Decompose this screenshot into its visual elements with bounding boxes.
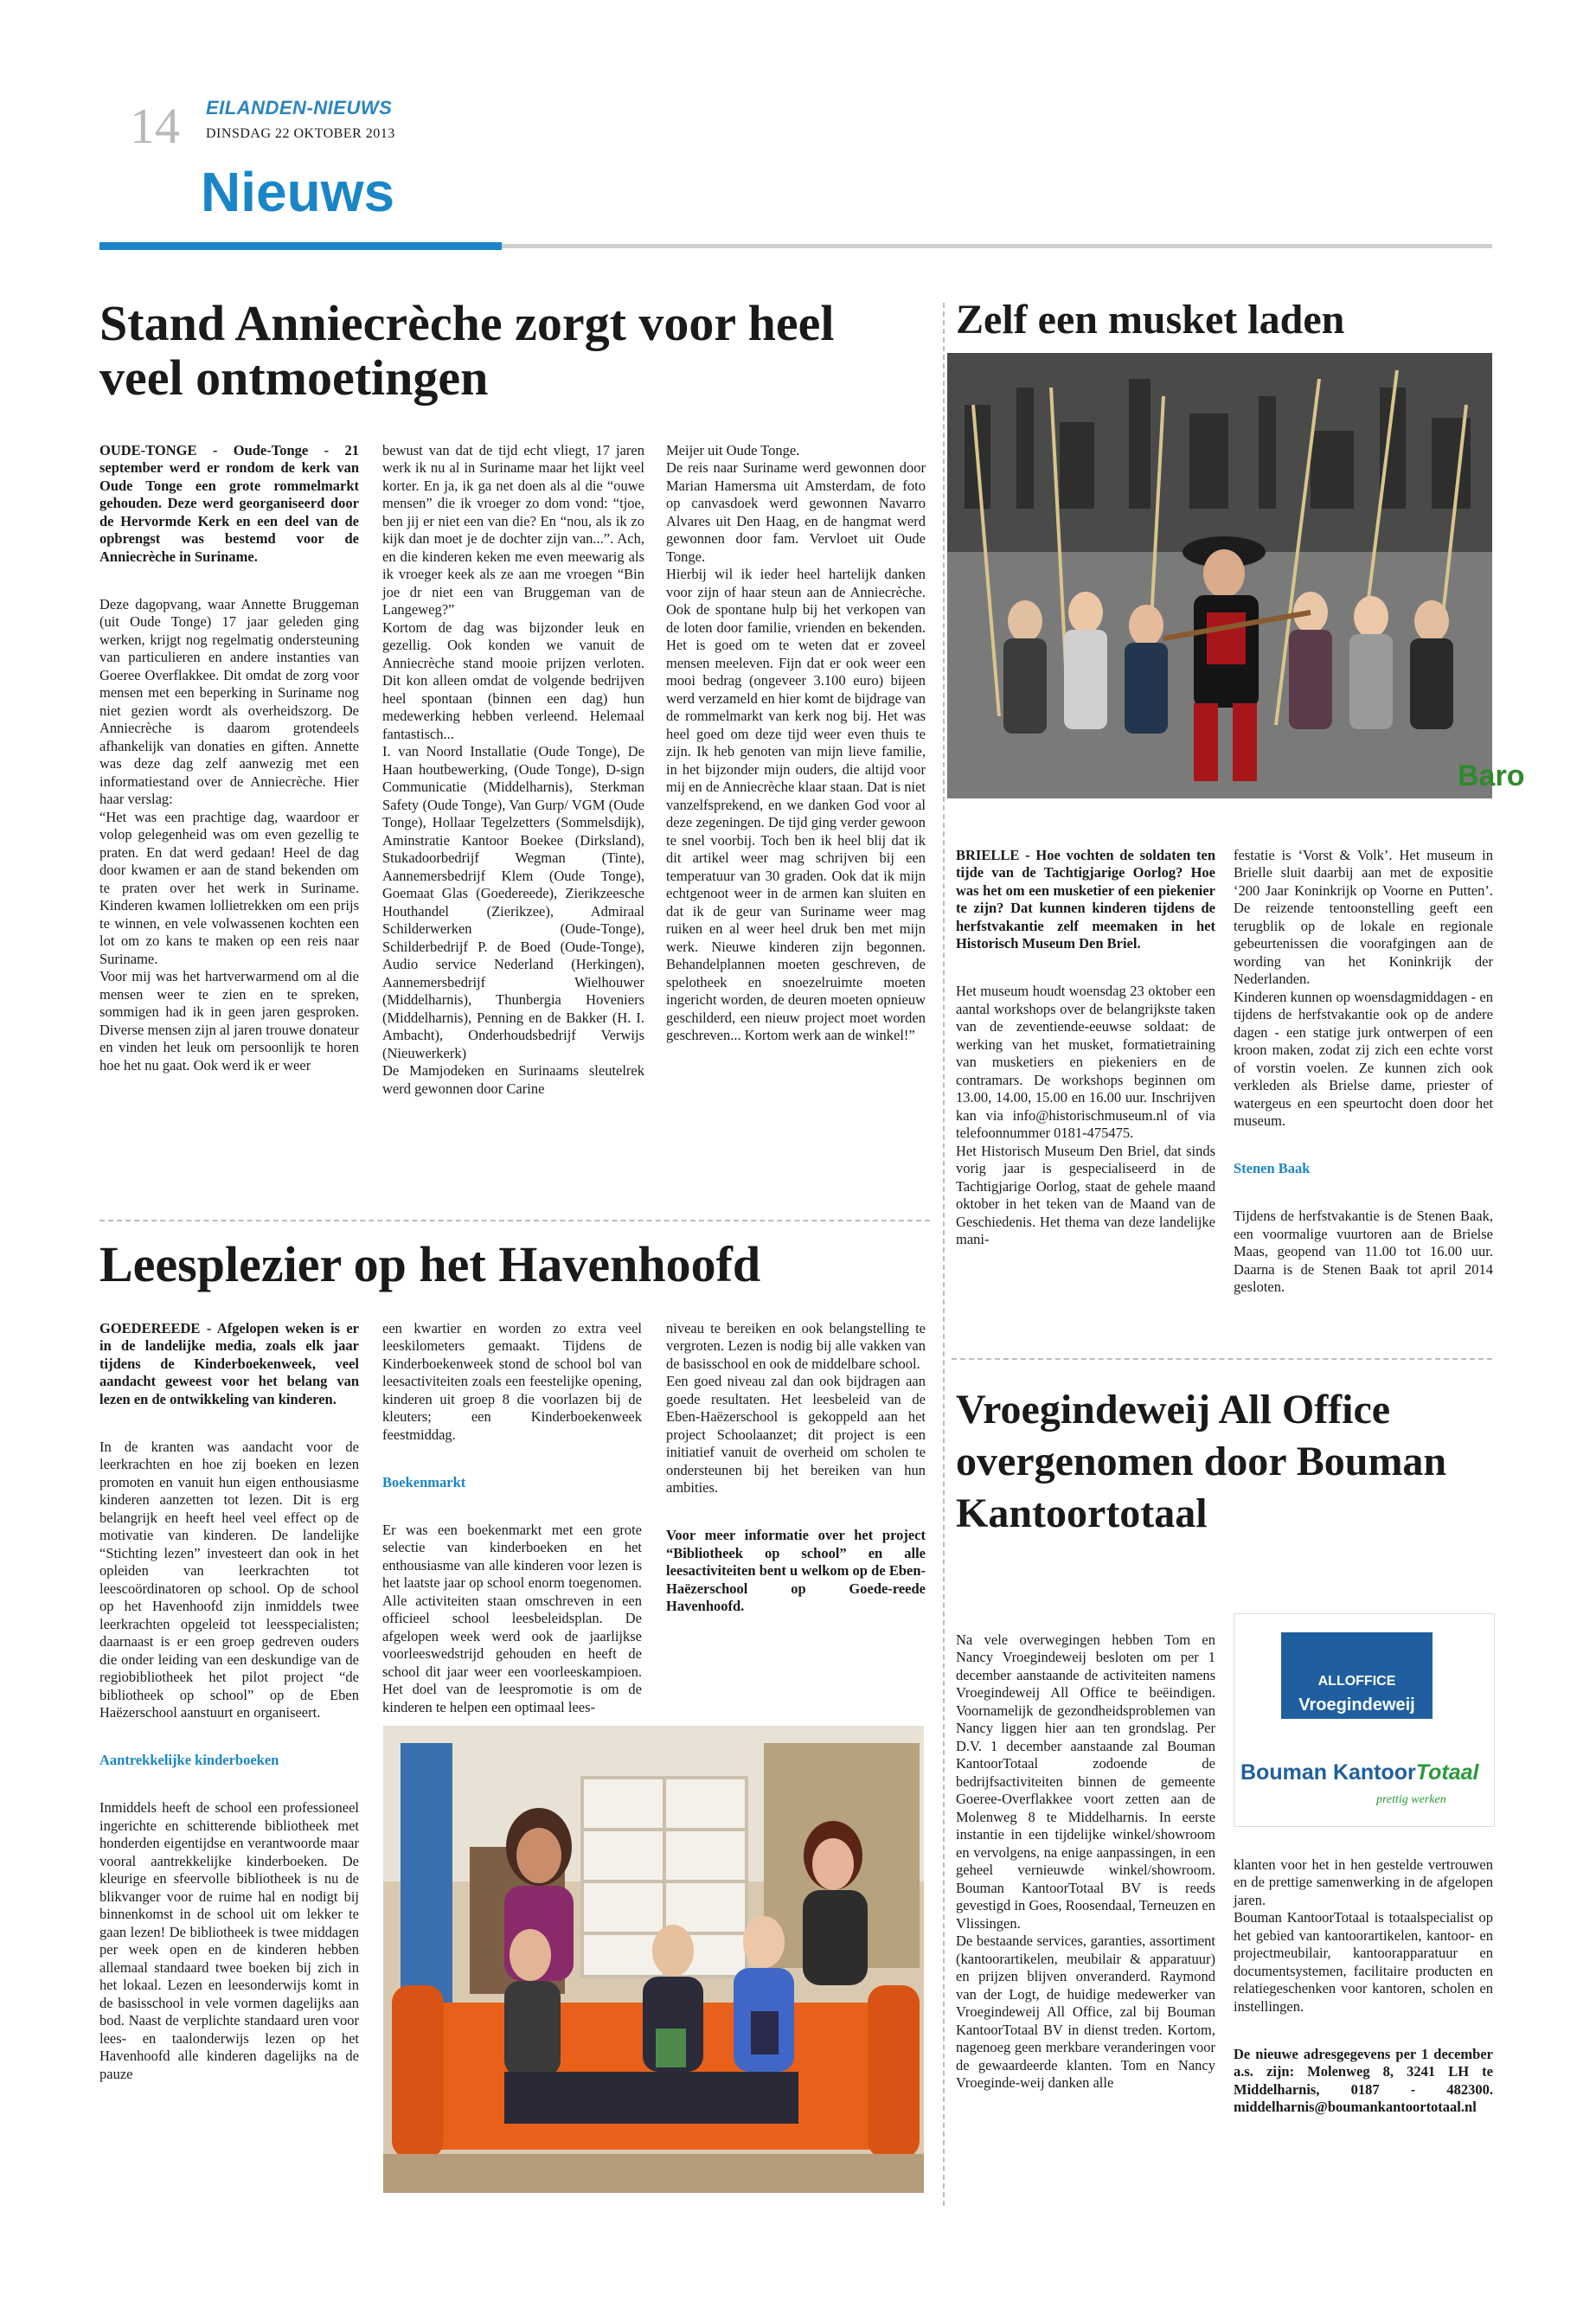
subheading: Boekenmarkt [382, 1473, 466, 1490]
photo-credit: Baro [1458, 760, 1525, 792]
article-alloffice-col1 [956, 1613, 1215, 2122]
body-text: klanten voor het in hen gestelde vertrouwen en de prettige samenwerking in de afgelopen jaren. Bouman KantoorTotaal is totaalspecialist op het gebied van kantoorartikelen, kantoor- en projectmeubilair, kantoorapparatuur en documentsystemen, facilitaire producten en relatiegeschenken voor kantoren, scholen en instellingen. [1234, 1856, 1493, 2015]
headline-musket: Zelf een musket laden [956, 297, 1345, 343]
article-anniecreche-col2 [382, 424, 644, 1128]
section-title: Nieuws [201, 161, 395, 223]
alloffice-logo [1234, 1613, 1493, 1830]
body-text: bewust van dat de tijd echt vliegt, 17 jaren werk ik nu al in Suriname maar het lijkt veel korter. En ja, ik ga net doen als al die “ouwe mensen” die ik vroeger zo dom vond: “tjoe, ben jij er niet een van die? En “nou, als ik zo kijk dan moet je de dochter zijn van...”. Ach, en die kinderen keken me even meewarig als ik vroeger keek als ze aan me vroegen “Bin joe dr niet een van Bruggeman van de Langeweg?” Kortom de dag was bijzonder leuk en gezellig. Ook konden we vanuit de Anniecrèche stand mooie prijzen verloten. Dit kon alleen omdat de volgende bedrijven heel spontaan (binnen een dag) hun medewerking hebben verleend. Helemaal fantastisch... I. van Noord Installatie (Oude Tonge), De Haan houtbewerking, (Oude Tonge), D-sign Communicatie (Middelharnis), Sterkman Safety (Oude Tonge), Van Gurp/ VGM (Oude Tonge), Hollaar Tegelzetters (Sommelsdijk), Aminstratie Kantoor Boekee (Dirksland), Stukadoorbedrijf Wegman (Tinte), Aannemersbedrijf Klem (Oude Tonge), Goemaat Glas (Goedereede), Zierikzeesche Houthandel (Zierikzee), Admiraal Schilderwerken (Oude-Tonge), Schilderbedrijf P. de Boed (Oude-Tonge), Audio service Nederland (Herkingen), Aannemersbedrijf Wielhouwer (Middelharnis), Thunbergia Hoveniers (Middelharnis), Penning en de Bakker (H. I. Ambacht), Onderhoudsbedrijf Verwijs (Nieuwerkerk) De Mamjodeken en Surinaams sleutelrek werd gewonnen door Carine [382, 441, 644, 1097]
body-text: Inmiddels heeft de school een professioneel ingerichte en schitterende bibliotheek met honderden eigentijdse en verantwoorde maar vooral aantrekkelijke kinderboeken. De kleurige en sfeervolle bibliotheek is nu de blikvanger voor de ruime hal en nodigt bij binnenkomst in de school uit om lekker te gaan lezen! De bibliotheek is twee middagen per week open en de kinderen hebben allemaal standaard twee boeken bij zich in het lokaal. Lezen en leesonderwijs komt in de basisschool in vele vormen dagelijks aan bod. Naast de verplichte standaard uren voor lees- en taalonderwijs lezen op het Havenhoofd alle kinderen dagelijks na de pauze [99, 1799, 359, 2082]
article-leesplezier [99, 1237, 930, 1292]
body-text: Het museum houdt woensdag 23 oktober een aantal workshops over de belangrijkste taken van de zeventiende-eeuwse soldaat: de werking van het musket, formatietraining van musketiers en piekeniers en de contramars. De workshops beginnen om 13.00, 14.00, 15.00 en 16.00 uur. Inschrijven kan via info@historischmuseum.nl of via telefoonnummer 0181-475475. Het Historisch Museum Den Briel, dat sinds vorig jaar is gespecialiseerd in de Tachtigjarige Oorlog, staat de gehele maand oktober in het teken van de Maand van de Geschiedenis. Het thema van deze landelijke mani- [956, 983, 1215, 1247]
body-text: Meijer uit Oude Tonge. De reis naar Suriname werd gewonnen door Marian Hamersma uit Amsterdam, de foto op canvasdoek werd gewonnen Navarro Alvares uit Den Haag, en de hangmat werd gewonnen door fam. Vervloet uit Oude Tonge. Hierbij wil ik ieder heel hartelijk danken voor zijn of haar steun aan de Anniecrèche. Ook de spontane hulp bij het verkopen van de loten door familie, vrienden en bekenden. Het is goed om te weten dat er zoveel mensen meeleven. Fijn dat er ook weer een mooi bedrag (ongeveer 3.100 euro) bijeen werd verzameld en hier komt de bijdrage van de rommelmarkt van kerk nog bij. Het was heel goed om deze tijd weer even thuis te zijn. Ik heb genoten van mijn lieve familie, in het bijzonder mijn ouders, die altijd voor mij en de Anniecrèche klaar staan. Dat is niet vanzelfsprekend, en we danken God voor al deze zegeningen. De tijd ging verder gewoon te snel voorbij. Toch ben ik heel blij dat ik dit artikel weer mag schrijven bij een temperatuur van 30 graden. Ook dat ik mijn echtgenoot weer in de armen kan sluiten en dat ik de geur van Suriname weer mag ruiken en al weer heel druk ben met mijn werk. Nieuwe kinderen zijn begonnen. Behandelplannen moeten geschreven, de spelotheek en snoezelruimte moeten ingericht worden, de deuren moeten opnieuw geschilderd, een nieuw project moet worden geschreven... Kortom werk aan de winkel!” [666, 441, 926, 1043]
body-text: Er was een boekenmarkt met een grote selectie van kinderboeken en het enthousiasme van alle kinderen voor lezen is het laatste jaar op school enorm toegenomen. Alle activiteiten staan omschreven in een officieel school leesbeleidsplan. De afgelopen week werd ook de jaarlijkse voorleeswedstrijd gehouden en heeft de school dit jaar weer een voorleeskampioen. Het doel van de leespromotie is om de kinderen te helpen een optimaal lees- [382, 1521, 642, 1715]
article-musket [956, 296, 1492, 344]
headline-line-2: veel ontmoetingen [99, 349, 489, 406]
body-text: een kwartier en worden zo extra veel leeskilometers gemaakt. Tijdens de Kinderboekenweek stond de school bol van leesactiviteiten zoals een feestelijke opening, kinderen uit groep 8 die voorlazen bij de kleuters; een Kinderboekenweek feestmiddag. [382, 1319, 642, 1443]
info-paragraph: Voor meer informatie over het project “Bibliotheek op school” en alle leesactiviteiten bent u welkom op de Eben-Haëzerschool op Goede-reede Havenhoofd. [666, 1527, 926, 1614]
newspaper-name: EILANDEN-NIEUWS [206, 97, 393, 119]
body-text: In de kranten was aandacht voor de leerkrachten en hoe zij boeken en lezen promoten en vanuit hun eigen enthousiasme kinderen aanzetten tot lezen. Dit is erg belangrijk en heeft heel veel effect op de motivatie van kinderen. De landelijke “Stichting lezen” investeert dan ook in het opleiden van leerkrachten tot leescoördinatoren op school. Op de school op het Havenhoofd zijn inmiddels twee leerkrachten opgeleid tot leesspecialisten; daarnaast is er een groep gedreven ouders die onder leiding van een deskundige van de regiobibliotheek het pilot project “de bibliotheek op school” op de Eben Haëzerschool aanstuurt en organiseert. [99, 1438, 359, 1721]
lead-paragraph: BRIELLE - Hoe vochten de soldaten ten tijde van de Tachtigjarige Oorlog? Hoe was het om een musketier of een piekenier te zijn? Dat kunnen kinderen tijdens de herfstvakantie zelf meemaken in het Historisch Museum Den Briel. [956, 846, 1215, 952]
headline-leesplezier: Leesplezier op het Havenhoofd [99, 1236, 761, 1292]
section-rule [502, 244, 1492, 248]
section-rule-accent [99, 242, 502, 250]
headline-alloffice: Vroegindeweij All Office overgenomen door Bouman Kantoortotaal [956, 1387, 1447, 1536]
logo-tagline: prettig werken [1376, 1793, 1446, 1806]
body-text: Tijdens de herfstvakantie is de Stenen Baak, een voormalige vuurtoren aan de Brielse Maas, geopend van 11.00 tot 16.00 uur. Daarna is de Stenen Baak tot april 2014 gesloten. [1234, 1208, 1493, 1295]
body-text: Na vele overwegingen hebben Tom en Nancy Vroegindeweij besloten om per 1 december aanstaande de activiteiten namens Vroegindeweij All Office te beëindigen. Voornamelijk de gezondheidsproblemen van Nancy liggen hier aan ten grondslag. Per D.V. 1 december aanstaande zal Bouman KantoorTotaal zodoende de bedrijfsactiviteiten binnen de gemeente Goeree-Overflakkee voort zetten aan de Molenweg 8 te Middelharnis. In eerste instantie in een tijdelijke winkel/showroom en vervolgens, na enige aanpassingen, in een geheel vernieuwde winkel/showroom. Bouman KantoorTotaal BV is reeds gevestigd in Goes, Roosendaal, Terneuzen en Vlissingen. De bestaande services, garanties, assortiment (kantoorartikelen, meubilair & apparatuur) en prijzen blijven onveranderd. Raymond van der Logt, de huidige medewerker van Vroegindeweij All Office, zal bij Bouman KantoorTotaal BV in dienst treden. Kortom, nagenoeg geen merkbare veranderingen voor de gewaardeerde klanten. Tom en Nancy Vroeginde-weij danken alle [956, 1631, 1215, 2091]
article-musket-col1 [956, 829, 1215, 1279]
body-text: Deze dagopvang, waar Annette Bruggeman (uit Oude Tonge) 17 jaar geleden ging werken, krijgt nog regelmatig ondersteuning van particulieren en andere instanties van Goeree Overflakkee. Dit omdat de zorg voor mensen met een beperking in Suriname nog niet gezien wordt als overheidszorg. De Anniecrèche is daarom grotendeels afhankelijk van donaties en giften. Annette was deze dag zelf aanwezig met een informatiestand over de Anniecrèche. Hier haar verslag: “Het was een prachtige dag, waardoor er volop gelegenheid was om even gezellig te praten. En dat werd gedaan! Heel de dag door kwamen er aan de stand bekenden om te praten over het werk in Suriname. Kinderen kwamen lollietrekken om een prijs te winnen, en vele volwassenen kochten een lot om zo kans te maken op een reis naar Suriname. Voor mij was het hartverwarmend om al die mensen weer te zien en te spreken, sommigen had ik in geen jaren gesproken. Diverse mensen zijn al jaren trouwe donateur en vinden het leuk om persoonlijk te horen hoe het nu gaat. Ook werd ik er weer [99, 595, 359, 1074]
article-anniecreche-col1 [99, 424, 359, 1105]
column-divider [943, 303, 945, 2206]
body-text: niveau te bereiken en ook belangstelling te vergroten. Lezen is nodig bij alle vakken van de basisschool en ook de middelbare school. Een goed niveau zal dan ook bijdragen aan goede resultaten. Het leesbeleid van de Eben-Haëzerschool is gekoppeld aan het project Schoolaanzet; dit project is een initiatief vanuit de overheid om scholen te ondersteunen bij het bereiken van hun ambities. [666, 1319, 926, 1496]
headline-anniecreche [99, 296, 930, 405]
article-leesplezier-col3 [666, 1302, 926, 1645]
logo-totaal-text: Totaal [1415, 1760, 1479, 1785]
logo-alloffice-text: ALLOFFICE [1317, 1674, 1396, 1689]
subheading: Aantrekkelijke kinderboeken [99, 1752, 279, 1768]
subheading: Stenen Baak [1234, 1160, 1311, 1176]
logo-bouman-text: Bouman Kantoor [1240, 1760, 1416, 1785]
article-alloffice-col2 [1234, 1838, 1493, 2146]
photo-musketeer-children [947, 353, 1525, 798]
article-anniecreche [99, 296, 930, 405]
lead-paragraph: GOEDEREEDE - Afgelopen weken is er in de landelijke media, zoals elk jaar tijdens de Kinderboekenweek, veel aandacht geweest voor het belang van lezen en de ontwikkeling van kinderen. [99, 1319, 359, 1407]
article-musket-col2 [1234, 829, 1493, 1326]
article-leesplezier-col2 [382, 1302, 642, 1747]
article-anniecreche-col3 [666, 424, 926, 1074]
logo-vroegindeweij-text: Vroegindeweij [1298, 1695, 1415, 1715]
issue-date: DINSDAG 22 OKTOBER 2013 [206, 126, 395, 141]
article-separator [952, 1358, 1492, 1360]
article-separator [99, 1220, 930, 1221]
lead-paragraph: OUDE-TONGE - Oude-Tonge - 21 september werd er rondom de kerk van Oude Tonge een grote rommelmarkt gehouden. Deze werd georganiseerd door de Hervormde Kerk en een deel van de opbrengst was bestemd voor de Anniecrèche in Suriname. [99, 441, 359, 565]
article-leesplezier-col1 [99, 1302, 359, 2113]
article-alloffice [956, 1384, 1492, 1540]
photo-library-women [383, 1726, 924, 2193]
info-paragraph: De nieuwe adresgegevens per 1 december a.s. zijn: Molenweg 8, 3241 LH te Middelharnis, 0187 - 482300. middelharnis@boumankantoortotaal.nl [1234, 2045, 1493, 2115]
body-text: festatie is ‘Vorst & Volk’. Het museum in Brielle sluit daarbij aan met de expositie ‘200 Jaar Koninkrijk op Voorne en Putten’. De reizende tentoonstelling geeft een terugblik op de lokale en regionale gebeurtenissen die voorafgingen aan de wording van het Koninkrijk der Nederlanden. Kinderen kunnen op woensdagmiddagen - en tijdens de herfstvakantie ook op de andere dagen - een statige jurk ontwerpen of een kroon maken, zodat zij zich een echte vorst of vorstin voelen. Ze kunnen zich ook verkleden als Brielse dame, priester of watergeus en een speurtocht doen door het museum. [1234, 846, 1493, 1129]
headline-line-1: Stand Anniecrèche zorgt voor heel [99, 295, 835, 351]
page-number: 14 [130, 98, 180, 154]
